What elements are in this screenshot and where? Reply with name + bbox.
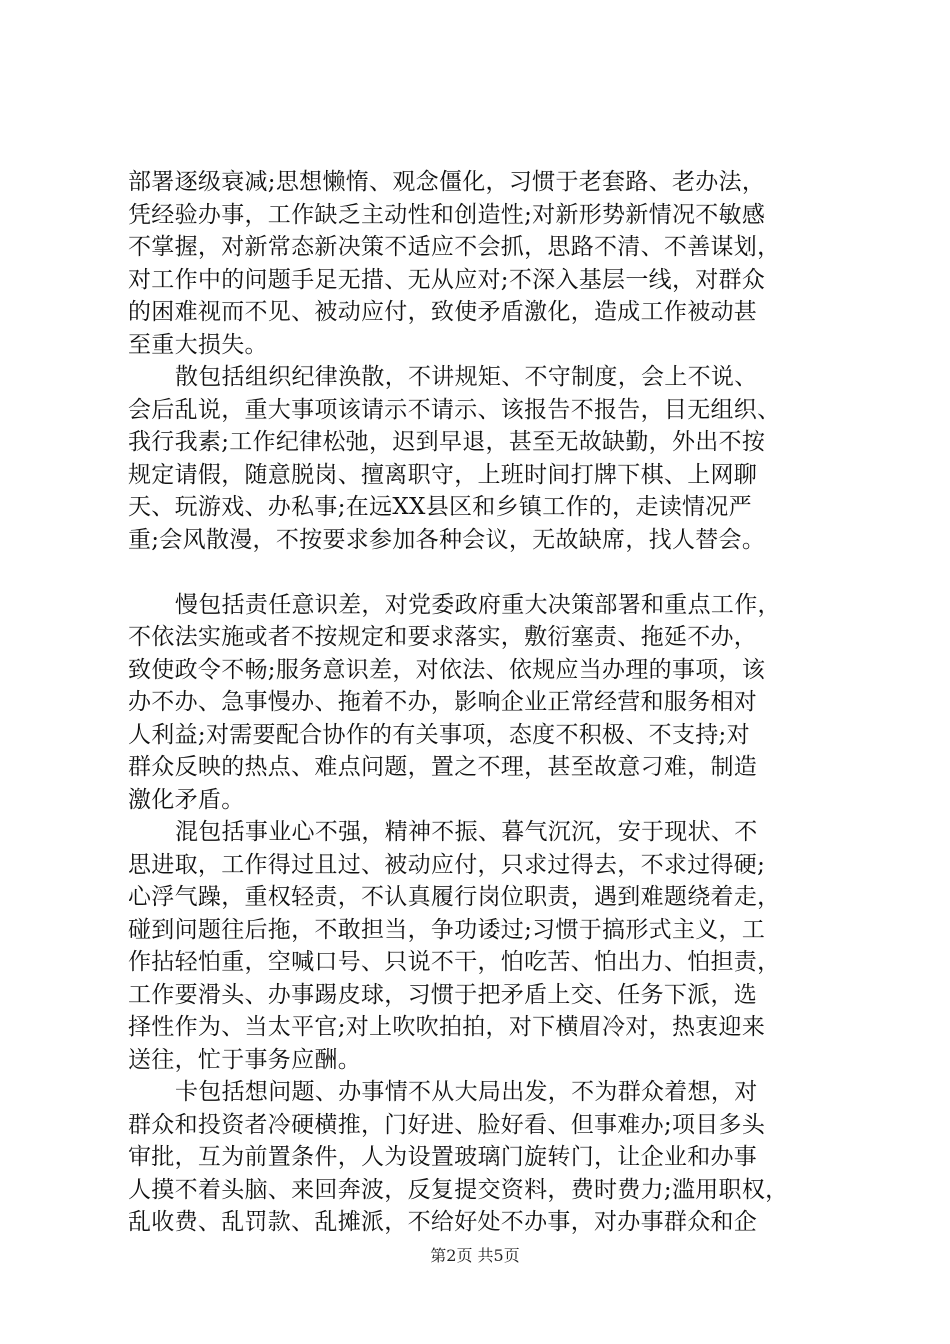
text-line: 办不办、急事慢办、拖着不办，影响企业正常经营和服务相对	[128, 689, 758, 715]
paragraph-first-line: 散包括组织纪律涣散，不讲规矩、不守制度，会上不说、	[175, 364, 758, 390]
paragraph-first-line: 慢包括责任意识差，对党委政府重大决策部署和重点工作，	[175, 591, 781, 618]
text-line: 作拈轻怕重，空喊口号、只说不干，怕吃苦、怕出力、怕担责，	[128, 949, 781, 975]
text-line: 心浮气躁，重权轻责，不认真履行岗位职责，遇到难题绕着走，	[128, 884, 781, 910]
text-line: 部署逐级衰减;思想懒惰、观念僵化，习惯于老套路、老办法，	[128, 169, 766, 195]
text-line: 不依法实施或者不按规定和要求落实，敷衍塞责、拖延不办，	[128, 624, 758, 650]
text-line: 规定请假，随意脱岗、擅离职守，上班时间打牌下棋、上网聊	[128, 461, 758, 488]
text-line: 碰到问题往后拖，不敢担当，争功诿过;习惯于搞形式主义，工	[128, 916, 766, 943]
text-line: 重;会风散漫，不按要求参加各种会议，无故缺席，找人替会。	[128, 526, 766, 553]
text-line: 乱收费、乱罚款、乱摊派，不给好处不办事，对办事群众和企	[128, 1209, 758, 1235]
text-line: 致使政令不畅;服务意识差，对依法、依规应当办理的事项，该	[128, 656, 766, 683]
text-line: 至重大损失。	[128, 331, 268, 358]
paragraph-first-line: 混包括事业心不强，精神不振、暮气沉沉，安于现状、不	[175, 819, 758, 845]
text-line: 群众和投资者冷硬横推，门好进、脸好看、但事难办;项目多头	[128, 1111, 766, 1138]
page-footer: 第2页 共5页	[430, 1246, 520, 1265]
text-line: 工作要滑头、办事踢皮球，习惯于把矛盾上交、任务下派，选	[128, 981, 758, 1008]
text-line: 人利益;对需要配合协作的有关事项，态度不积极、不支持;对	[128, 721, 750, 748]
blank-line	[128, 556, 834, 589]
document-body	[128, 166, 834, 1239]
text-line: 审批，互为前置条件，人为设置玻璃门旋转门，让企业和办事	[128, 1144, 758, 1170]
text-line: 会后乱说，重大事项该请示不请示、该报告不报告，目无组织、	[128, 396, 781, 423]
text-line: 激化矛盾。	[128, 786, 245, 813]
text-line: 思进取，工作得过且过、被动应付，只求过得去，不求过得硬;	[128, 851, 766, 878]
text-line: 我行我素;工作纪律松弛，迟到早退，甚至无故缺勤，外出不按	[128, 429, 766, 455]
text-line: 群众反映的热点、难点问题，置之不理，甚至故意刁难，制造	[128, 754, 758, 780]
paragraph-first-line: 卡包括想问题、办事情不从大局出发，不为群众着想，对	[175, 1079, 758, 1105]
text-line: 对工作中的问题手足无措、无从应对;不深入基层一线，对群众	[128, 266, 766, 293]
text-line: 不掌握，对新常态新决策不适应不会抓，思路不清、不善谋划，	[128, 234, 781, 260]
text-line: 的困难视而不见、被动应付，致使矛盾激化，造成工作被动甚	[128, 299, 758, 325]
text-line: 送往，忙于事务应酬。	[128, 1046, 361, 1073]
text-line: 凭经验办事，工作缺乏主动性和创造性;对新形势新情况不敏感	[128, 201, 766, 228]
text-line: 择性作为、当太平官;对上吹吹拍拍，对下横眉冷对，热衷迎来	[128, 1014, 766, 1040]
text-line: 天、玩游戏、办私事;在远XX县区和乡镇工作的，走读情况严	[128, 494, 752, 520]
text-line: 人摸不着头脑、来回奔波，反复提交资料，费时费力;滥用职权，	[128, 1176, 789, 1203]
